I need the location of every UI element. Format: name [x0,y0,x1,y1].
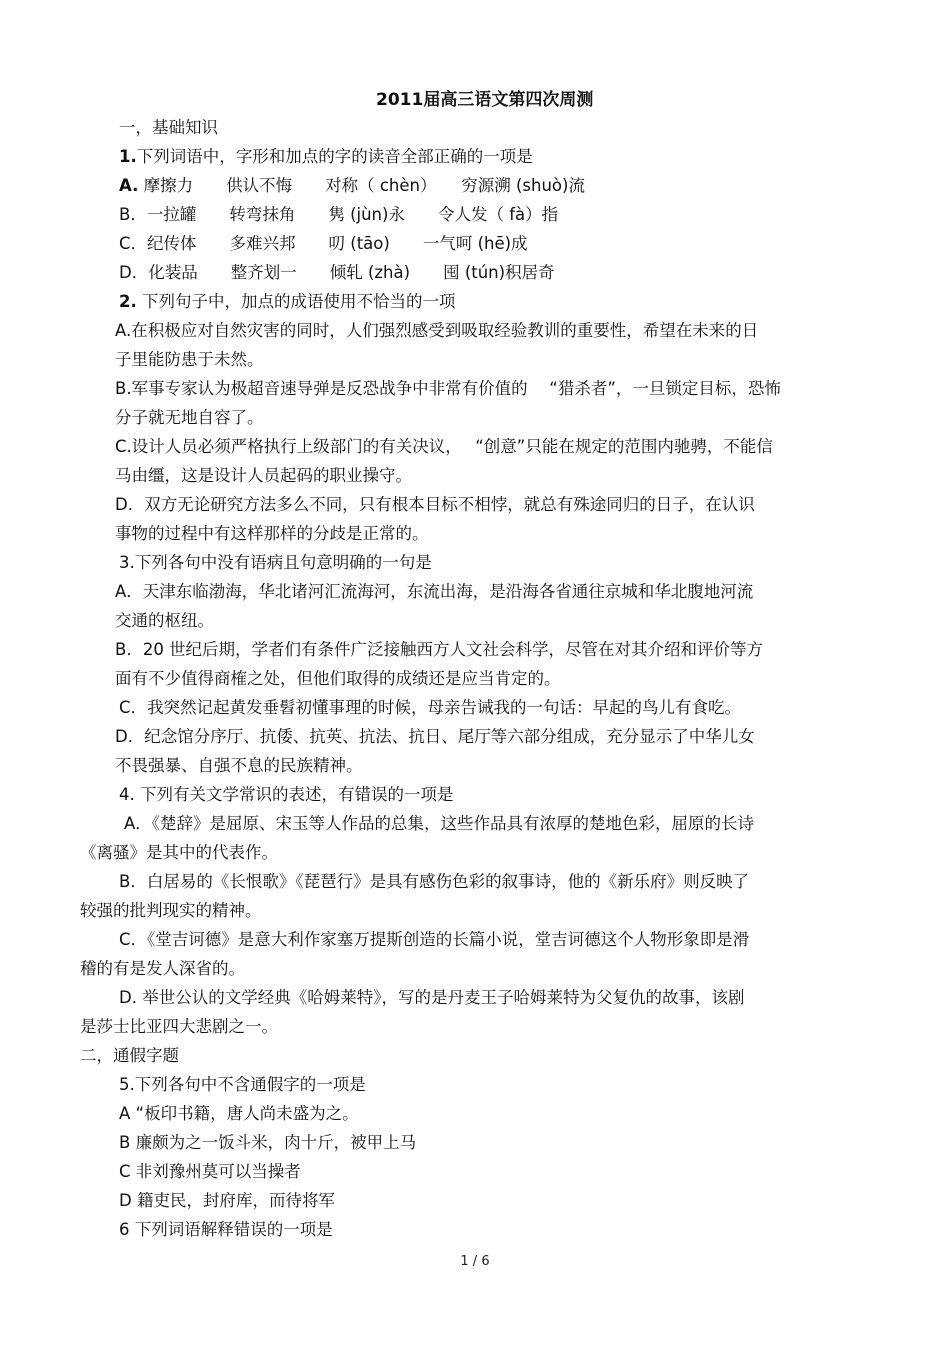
question-2-option-d-line1: D．双方无论研究方法多么不同，只有根本目标不相悖，就总有殊途同归的日子，在认识 [115,495,755,514]
question-5-option-a: A “板印书籍，唐人尚未盛为之。 [119,1104,359,1123]
question-4-option-c-line2: 稽的有是发人深省的。 [80,959,245,978]
option-letter: A. [119,176,139,195]
question-text: 下列词语中，字形和加点的字的读音全部正确的一项是 [136,147,533,166]
question-1-option-d [119,262,555,284]
question-1-option-a [119,175,585,197]
option-letter: C． [119,234,148,253]
question-3-option-d-line1: D．纪念馆分序厅、抗倭、抗英、抗法、抗日、尾厅等六部分组成，充分显示了中华儿女 [115,727,755,746]
question-3-option-b-line2: 面有不少值得商榷之处，但他们取得的成绩还是应当肯定的。 [115,669,561,688]
question-5-option-c: C 非刘豫州莫可以当操者 [119,1162,301,1181]
question-3-option-a-line2: 交通的枢纽。 [115,611,214,630]
question-1-stem [119,146,533,168]
question-4-option-d-line1: D. 举世公认的文学经典《哈姆莱特》，写的是丹麦王子哈姆莱特为父复仇的故事，该剧 [119,988,745,1007]
question-text: 下列句子中，加点的成语使用不恰当的一项 [142,292,456,311]
question-2-option-a-line1: A.在积极应对自然灾害的同时，人们强烈感受到吸取经验教训的重要性，希望在未来的日 [115,321,759,340]
question-4-option-b-line1: B．白居易的《长恨歌》《琵琶行》是具有感伤色彩的叙事诗，他的《新乐府》则反映了 [119,872,750,891]
page-title: 2011届高三语文第四次周测 [376,90,594,110]
question-3-option-d-line2: 不畏强暴、自强不息的民族精神。 [115,756,363,775]
question-3-option-b-line1: B．20 世纪后期，学者们有条件广泛接触西方人文社会科学，尽管在对其介绍和评价等方 [115,640,764,659]
question-5-option-d: D 籍吏民，封府库，而待将军 [119,1191,335,1210]
question-1-option-b [119,204,558,226]
option-text: 摩擦力 供认不悔 对称（ chèn） 穷源溯 (shuò)流 [143,176,585,195]
question-3-option-c-line1: C．我突然记起黄发垂髫初懂事理的时候，母亲告诫我的一句话：早起的鸟儿有食吃。 [119,698,742,717]
question-4-option-d-line2: 是莎士比亚四大悲剧之一。 [80,1017,278,1036]
section-heading-tongjiazi: 二，通假字题 [80,1046,179,1065]
question-3-stem: 3.下列各句中没有语病且句意明确的一句是 [119,553,432,572]
section-heading-basic-knowledge: 一，基础知识 [119,118,218,137]
question-1-option-c [119,233,528,255]
question-2-option-c-line2: 马由缰，这是设计人员起码的职业操守。 [115,466,412,485]
question-2-stem [119,291,456,313]
question-4-option-a-line1: A．《楚辞》是屈原、宋玉等人作品的总集，这些作品具有浓厚的楚地色彩，屈原的长诗 [124,814,755,833]
question-4-option-b-line2: 较强的批判现实的精神。 [80,901,262,920]
option-letter: D． [119,263,149,282]
question-5-stem: 5.下列各句中不含通假字的一项是 [119,1075,366,1094]
page-number: 1 / 6 [460,1254,490,1269]
question-3-option-a-line1: A．天津东临渤海，华北诸河汇流海河，东流出海，是沿海各省通往京城和华北腹地河流 [115,582,754,601]
question-6-stem: 6 下列词语解释错误的一项是 [119,1220,333,1239]
question-5-option-b: B 廉颇为之一饭斗米，肉十斤，被甲上马 [119,1133,417,1152]
option-text: 纪传体 多难兴邦 叨 (tāo) 一气呵 (hē)成 [147,234,528,253]
question-number: 1. [119,147,137,166]
question-number: 2. [119,292,137,311]
question-2-option-b-line1: B.军事专家认为极超音速导弹是反恐战争中非常有价值的 “猎杀者”，一旦锁定目标，恐怖 [115,379,781,398]
option-text: 化装品 整齐划一 倾轧 (zhà) 囤 (tún)积居奇 [148,263,555,282]
question-2-option-b-line2: 分子就无地自容了。 [115,408,264,427]
option-letter: B． [119,205,147,224]
question-4-stem: 4. 下列有关文学常识的表述，有错误的一项是 [119,785,454,804]
question-2-option-c-line1: C.设计人员必须严格执行上级部门的有关决议， “创意”只能在规定的范围内驰骋，不能信 [115,437,773,456]
question-2-option-d-line2: 事物的过程中有这样那样的分歧是正常的。 [115,524,429,543]
question-4-option-a-line2: 《离骚》是其中的代表作。 [80,843,278,862]
question-4-option-c-line1: C．《堂吉诃德》是意大利作家塞万提斯创造的长篇小说，堂吉诃德这个人物形象即是滑 [119,930,750,949]
option-text: 一拉罐 转弯抹角 隽 (jùn)永 令人发（ fà）指 [146,205,559,224]
question-2-option-a-line2: 子里能防患于未然。 [115,350,264,369]
